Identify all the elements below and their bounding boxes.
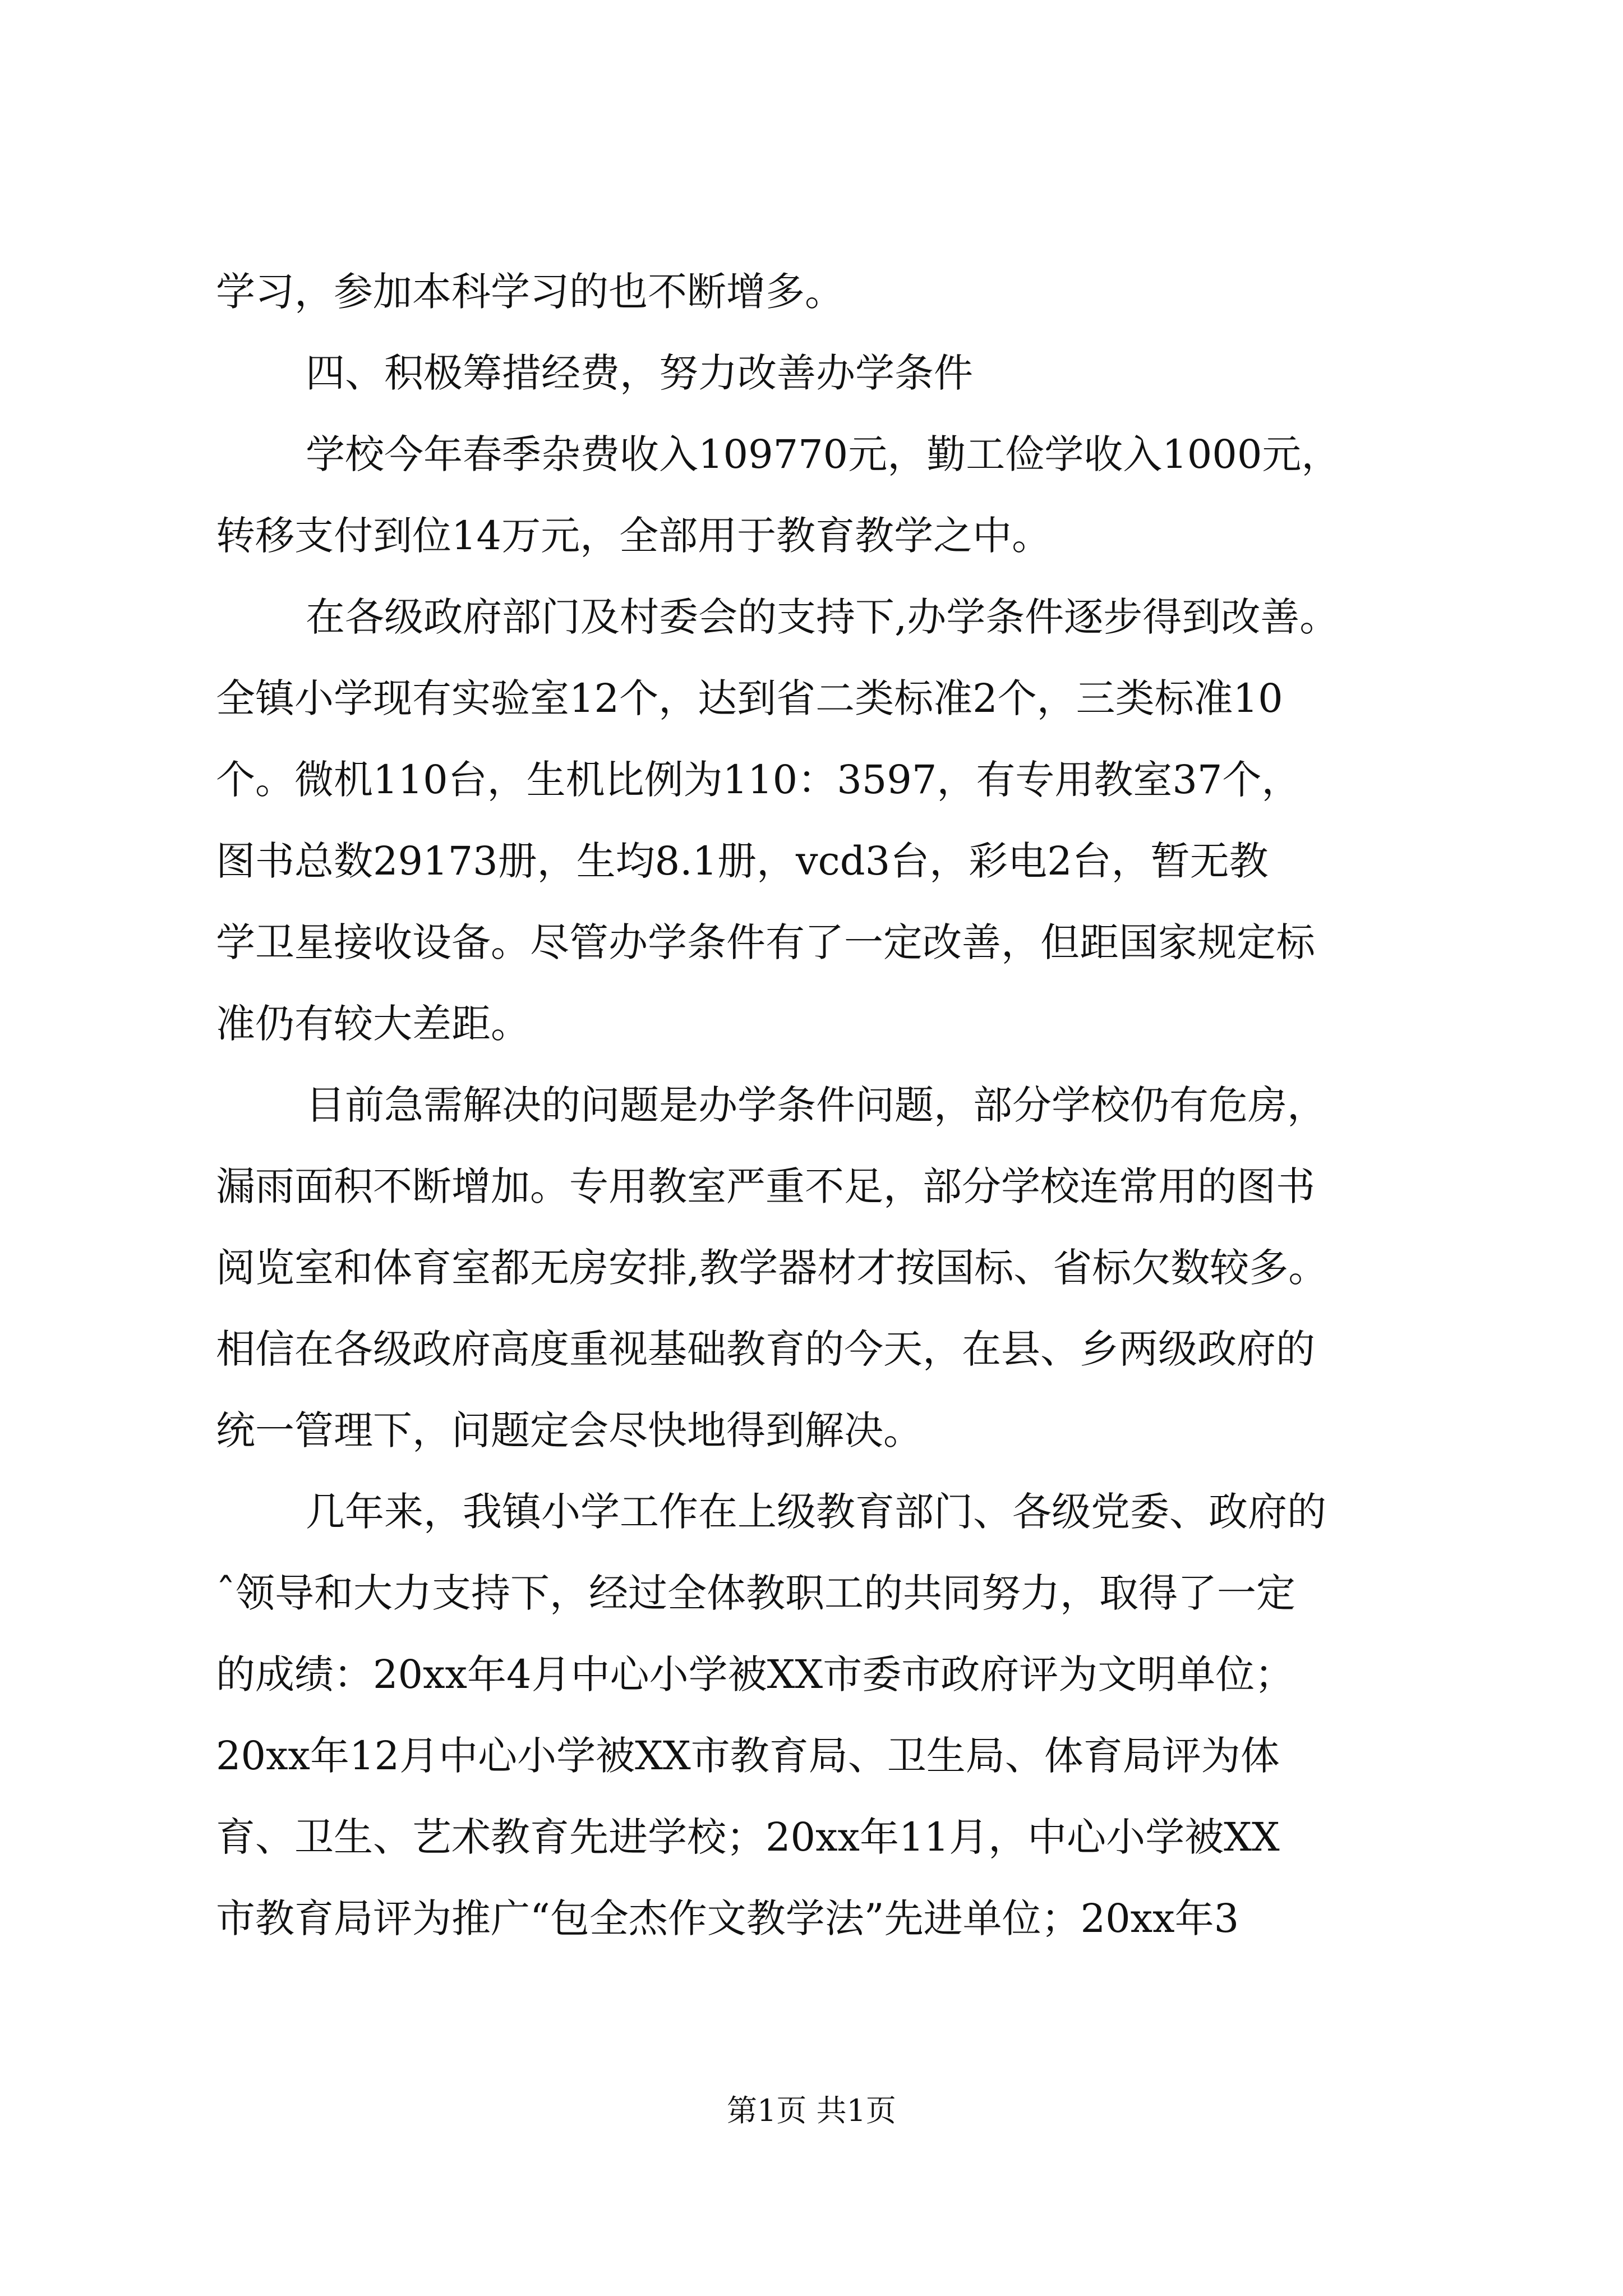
body-text-line: 育、卫生、艺术教育先进学校；20xx年11月，中心小学被XX [216, 1814, 1280, 1860]
body-text-line: 转移支付到位14万元，全部用于教育教学之中。 [216, 513, 1052, 559]
body-text-line: 准仍有较大差距。 [216, 1001, 530, 1047]
body-text-line: 目前急需解决的问题是办学条件问题，部分学校仍有危房， [306, 1082, 1326, 1128]
body-text-line: 的成绩：20xx年4月中心小学被XX市委市政府评为文明单位； [216, 1651, 1294, 1697]
body-text-line: 漏雨面积不断增加。专用教室严重不足，部分学校连常用的图书 [216, 1163, 1315, 1209]
body-text-line: 在各级政府部门及村委会的支持下,办学条件逐步得到改善。 [306, 594, 1339, 640]
body-text-line: 20xx年12月中心小学被XX市教育局、卫生局、体育局评为体 [216, 1733, 1280, 1779]
body-text-line: 学校今年春季杂费收入109770元，勤工俭学收入1000元， [306, 431, 1341, 477]
body-text-line: 统一管理下，问题定会尽快地得到解决。 [216, 1407, 923, 1453]
body-text-line: 相信在各级政府高度重视基础教育的今天，在县、乡两级政府的 [216, 1326, 1315, 1372]
body-text-line: 阅览室和体育室都无房安排,教学器材才按国标、省标欠数较多。 [216, 1245, 1328, 1291]
section-heading: 四、积极筹措经费，努力改善办学条件 [306, 350, 973, 396]
body-text-line: 几年来，我镇小学工作在上级教育部门、各级党委、政府的 [306, 1489, 1326, 1535]
body-text-line: 学习，参加本科学习的也不断增多。 [216, 269, 844, 315]
body-text-line: 市教育局评为推广“包全杰作文教学法”先进单位；20xx年3 [216, 1895, 1239, 1941]
body-text-line: 个。微机110台，生机比例为110：3597，有专用教室37个， [216, 757, 1301, 803]
body-text-line: ˆ领导和大力支持下，经过全体教职工的共同努力，取得了一定 [216, 1570, 1295, 1616]
page-footer: 第1页 共1页 [727, 2093, 896, 2128]
body-text-line: 学卫星接收设备。尽管办学条件有了一定改善，但距国家规定标 [216, 919, 1315, 965]
body-text-line: 图书总数29173册，生均8.1册，vcd3台，彩电2台，暂无教 [216, 838, 1269, 884]
body-text-line: 全镇小学现有实验室12个，达到省二类标准2个，三类标准10 [216, 675, 1283, 721]
